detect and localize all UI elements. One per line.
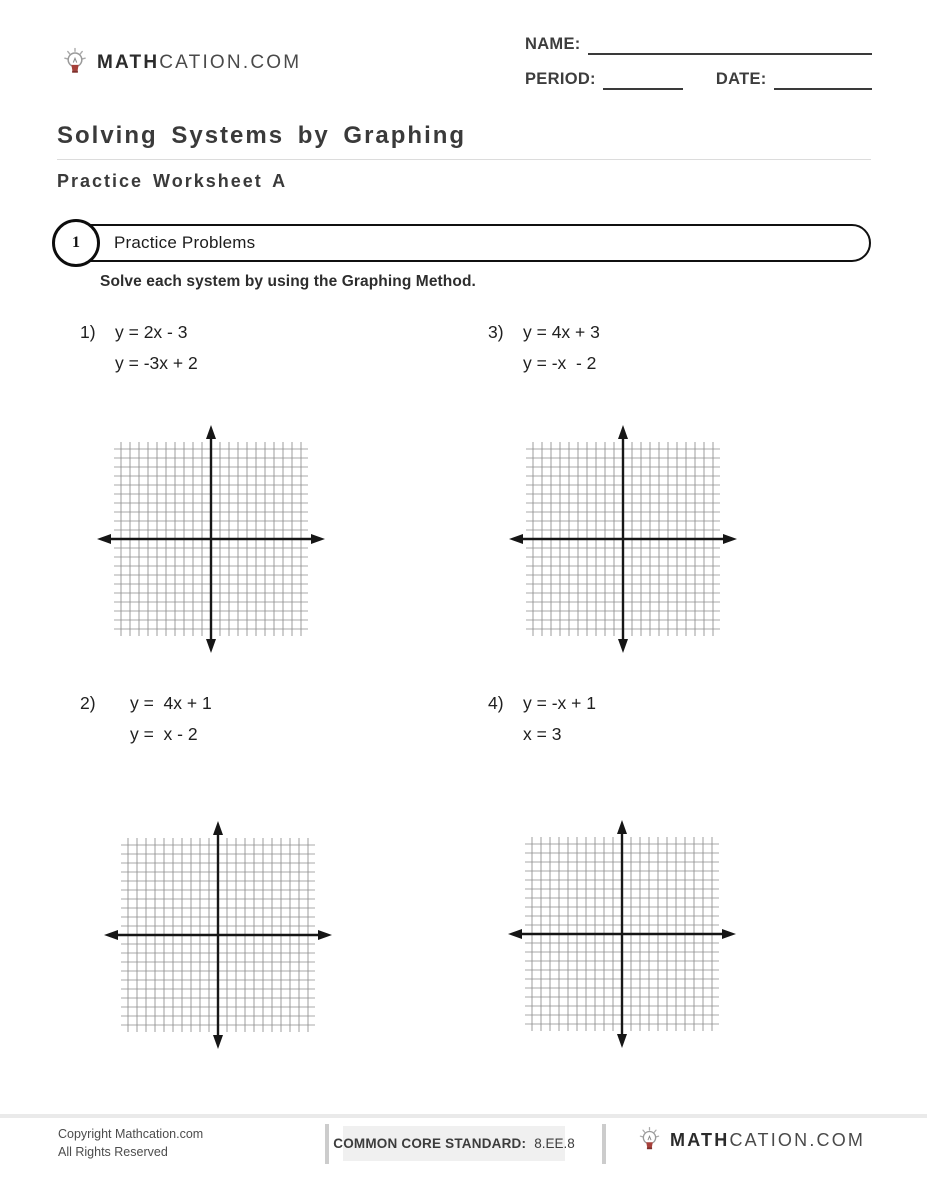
copyright-line-1: Copyright Mathcation.com <box>58 1127 204 1141</box>
equation: y = -x - 2 <box>523 353 597 373</box>
copyright-notice <box>58 1125 203 1161</box>
lightbulb-icon <box>62 47 88 79</box>
problem-4-number: 4) <box>488 693 504 713</box>
problem-1-number: 1) <box>80 322 96 342</box>
section-instruction: Solve each system by using the Graphing Method. <box>100 273 476 290</box>
common-core-standard-label: COMMON CORE STANDARD: <box>333 1136 527 1151</box>
coordinate-grid-4 <box>507 819 737 1049</box>
common-core-standard-value: 8.EE.8 <box>534 1136 575 1151</box>
name-blank-line <box>588 37 872 55</box>
problem-2-equations <box>130 688 212 750</box>
equation: y = -3x + 2 <box>115 353 198 373</box>
logo-text-light: CATION.COM <box>729 1130 866 1150</box>
equation: y = 4x + 3 <box>523 322 600 342</box>
student-info-fields <box>525 33 872 90</box>
period-label: PERIOD: <box>525 70 596 88</box>
problem-3-number: 3) <box>488 322 504 342</box>
problem-2 <box>80 688 212 750</box>
name-label: NAME: <box>525 35 581 53</box>
problem-4-equations <box>523 688 596 750</box>
date-blank-line <box>774 72 872 90</box>
section-number: 1 <box>72 234 80 251</box>
problem-1 <box>80 317 198 379</box>
logo-text-light: CATION.COM <box>159 52 302 73</box>
equation: y = 4x + 1 <box>130 693 212 713</box>
footer-divider <box>0 1114 927 1118</box>
title-divider <box>57 159 871 160</box>
problem-3 <box>488 317 600 379</box>
footer-separator-right <box>602 1124 606 1164</box>
worksheet-title: Solving Systems by Graphing <box>57 122 467 149</box>
worksheet-subtitle: Practice Worksheet A <box>57 171 288 191</box>
name-row <box>525 33 872 55</box>
equation: y = 2x - 3 <box>115 322 188 342</box>
coordinate-grid-1 <box>96 424 326 654</box>
logo-text-bold: MATH <box>97 52 160 73</box>
coordinate-grid-2 <box>103 820 333 1050</box>
equation: y = x - 2 <box>130 724 198 744</box>
problem-4 <box>488 688 596 750</box>
coordinate-grid-3 <box>508 424 738 654</box>
mathcation-logo-text <box>97 52 301 74</box>
mathcation-logo <box>62 47 301 79</box>
problem-1-equations <box>115 317 198 379</box>
section-number-badge <box>52 219 100 267</box>
date-label: DATE: <box>715 70 767 88</box>
period-blank-line <box>603 72 683 90</box>
common-core-standard-box <box>333 1126 575 1161</box>
copyright-line-2: All Rights Reserved <box>58 1145 168 1159</box>
mathcation-footer-logo <box>638 1126 865 1155</box>
equation: y = -x + 1 <box>523 693 596 713</box>
problem-3-equations <box>523 317 600 379</box>
period-date-row <box>525 68 872 90</box>
equation: x = 3 <box>523 724 562 744</box>
mathcation-footer-logo-text <box>670 1130 865 1151</box>
lightbulb-icon <box>638 1126 661 1155</box>
problem-2-number: 2) <box>80 693 96 713</box>
section-banner <box>58 224 871 262</box>
footer-separator-left <box>325 1124 329 1164</box>
logo-text-bold: MATH <box>670 1130 730 1150</box>
section-title: Practice Problems <box>114 233 256 252</box>
